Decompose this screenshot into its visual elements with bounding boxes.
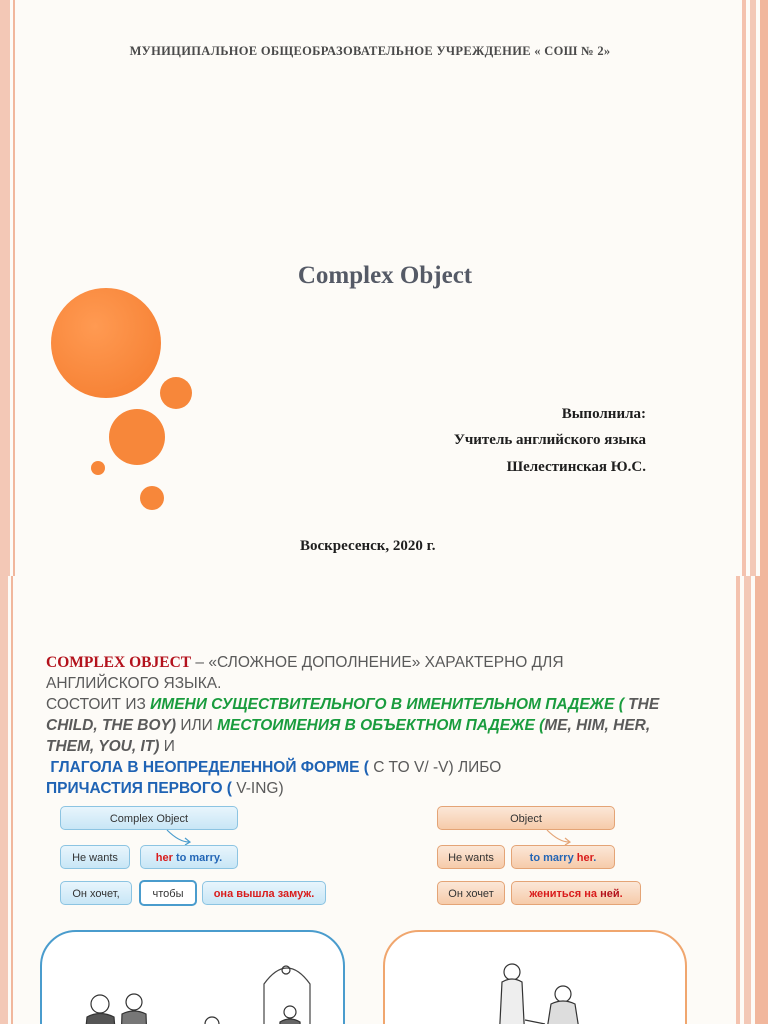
noun-examples: THE CHILD, THE BOY) — [46, 696, 660, 734]
complex-object-header: Complex Object — [60, 806, 238, 830]
object-header: Object — [437, 806, 615, 830]
author-position: Учитель английского языка — [453, 432, 646, 448]
author-name: Шелестинская Ю.С. — [506, 459, 646, 475]
definition-text — [46, 652, 666, 799]
pronoun-examples: ME, HIM, HER, THEM, YOU, IT) — [46, 717, 651, 755]
orange-circle — [91, 461, 105, 475]
definition-slide — [0, 576, 768, 1024]
verb-examples: C TO V/ -V) — [368, 759, 454, 776]
infinitive: to marry. — [172, 852, 223, 864]
right-decor-stripe — [760, 0, 768, 576]
left-decor-stripe-line — [11, 576, 13, 1024]
participle-examples: V-ING) — [231, 780, 284, 797]
or-text-2: ЛИБО — [453, 759, 502, 776]
big-orange-circle — [51, 288, 161, 398]
city-year: Воскресенск, 2020 г. — [300, 538, 436, 554]
he-wants-pill-right: He wants — [437, 845, 505, 869]
chtoby-pill: чтобы — [139, 880, 197, 906]
right-decor-stripe — [755, 576, 768, 1024]
right-decor-stripe — [750, 0, 756, 576]
orange-circle — [160, 377, 192, 409]
ona-vyshla-pill — [202, 881, 326, 905]
infinitive-ru: жениться на — [529, 888, 601, 900]
right-decor-stripe — [744, 576, 751, 1024]
ona-vyshla-text: она вышла замуж. — [213, 888, 315, 900]
or-text: ИЛИ — [176, 717, 218, 734]
on-hochet-pill-right: Он хочет — [437, 881, 505, 905]
noun-phrase: ИМЕНИ СУЩЕСТВИТЕЛЬНОГО В ИМЕНИТЕЛЬНОМ ПАДЕЖЕ ( — [150, 696, 624, 713]
zhenitsya-pill — [511, 881, 641, 905]
he-wants-pill: He wants — [60, 845, 130, 869]
left-decor-stripe-line — [13, 0, 15, 576]
participle-phrase: ПРИЧАСТИЯ ПЕРВОГО ( — [46, 780, 232, 797]
school-name: МУНИЦИПАЛЬНОЕ ОБЩЕОБРАЗОВАТЕЛЬНОЕ УЧРЕЖДЕНИЕ « СОШ № 2» — [129, 44, 611, 58]
object-pronoun-right: her — [576, 852, 594, 864]
right-decor-stripe — [742, 0, 746, 576]
illustration-left — [40, 930, 345, 1024]
left-decor-stripe — [0, 0, 10, 576]
slide-title: Complex Object — [297, 262, 473, 289]
pronoun-phrase: МЕСТОИМЕНИЯ В ОБЪЕКТНОМ ПАДЕЖЕ ( — [217, 717, 545, 734]
author-label: Выполнила: — [561, 406, 646, 422]
to-marry-her-pill — [511, 845, 615, 869]
illustration-right — [383, 930, 687, 1024]
couple-sketch-icon — [385, 932, 685, 1024]
left-decor-stripe — [0, 576, 8, 1024]
object-pronoun-ru: ней — [600, 888, 620, 900]
period: . — [593, 852, 597, 864]
consists-of-text: СОСТОИТ ИЗ — [46, 696, 151, 713]
on-hochet-pill: Он хочет, — [60, 881, 132, 905]
verb-phrase: ГЛАГОЛА В НЕОПРЕДЕЛЕННОЙ ФОРМЕ ( — [50, 759, 369, 776]
orange-circle — [109, 409, 165, 465]
wedding-sketch-icon — [42, 932, 343, 1024]
infinitive-right: to marry — [529, 852, 577, 864]
term: COMPLEX OBJECT — [46, 654, 192, 671]
intro-text: – «СЛОЖНОЕ ДОПОЛНЕНИЕ» ХАРАКТЕРНО ДЛЯ АНГЛИЙСКОГО ЯЗЫКА. — [46, 654, 564, 692]
and-text: И — [159, 738, 175, 755]
period-ru: . — [619, 888, 623, 900]
right-decor-stripe — [736, 576, 740, 1024]
object-pronoun: her — [155, 852, 173, 864]
orange-circle — [140, 486, 164, 510]
her-to-marry-pill — [140, 845, 238, 869]
